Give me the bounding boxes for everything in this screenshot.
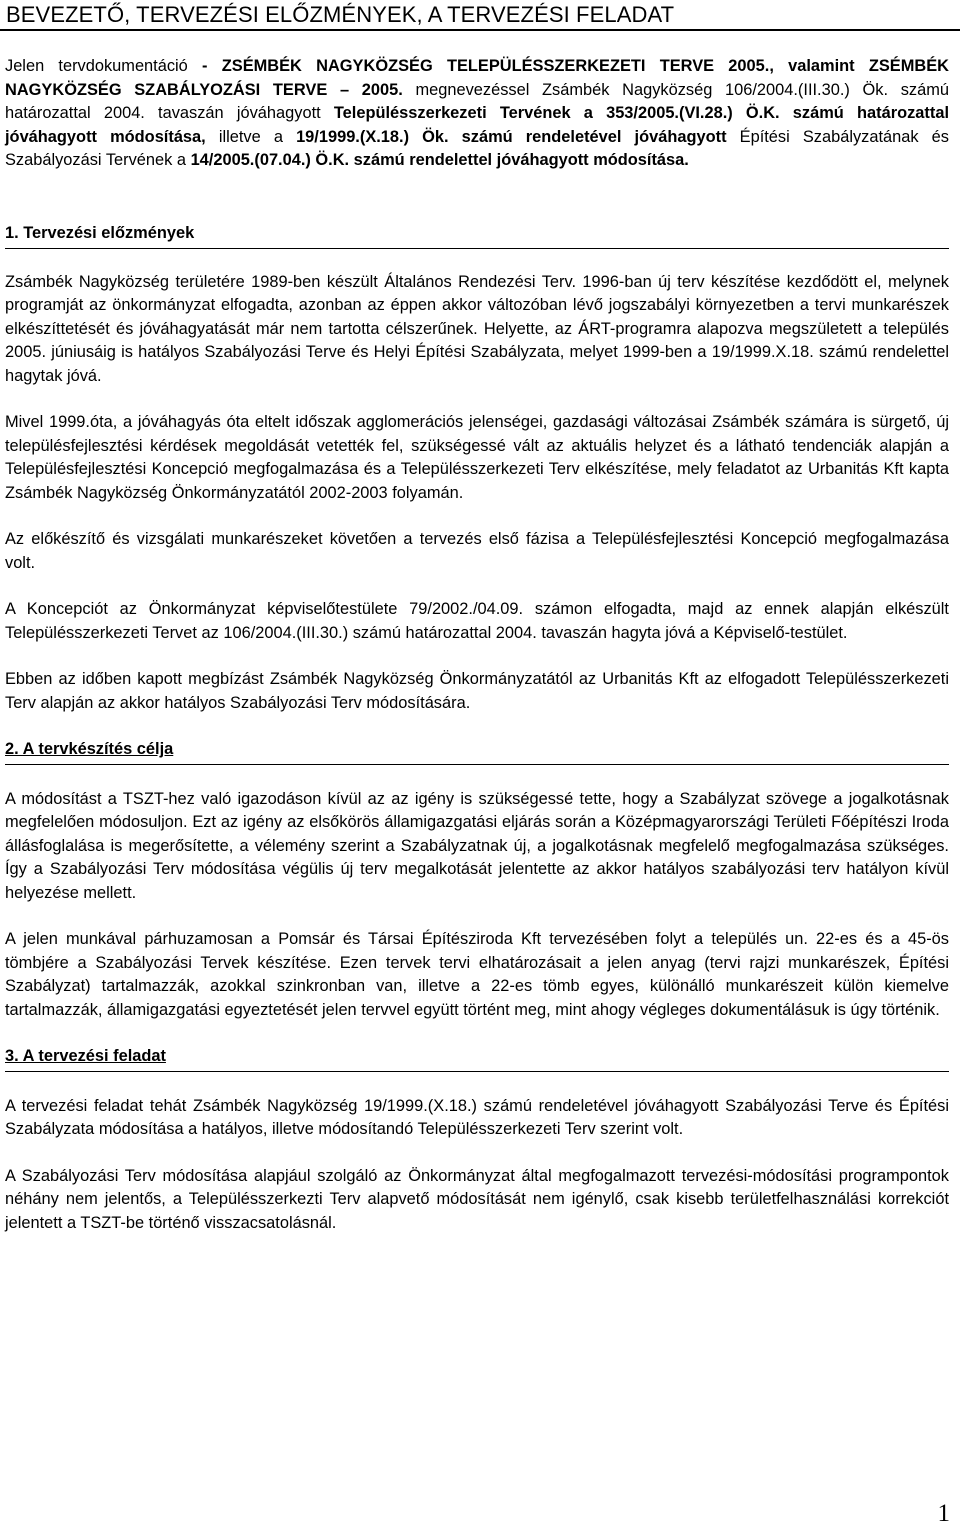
intro-text-2: megnevezéssel Zsámbék Nagyközség 106/2004.(III.30.) Ök. számú határozattal 2004. tavaszán jóváhagyott (5, 80, 949, 122)
intro-decree-1999: 19/1999.(X.18.) Ök. számú rendeletével jóváhagyott (296, 127, 727, 146)
section-1-heading: 1. Tervezési előzmények (5, 222, 949, 249)
section-3-heading: 3. A tervezési feladat (5, 1045, 949, 1072)
intro-decree-2005: 14/2005.(07.04.) Ö.K. számú rendelettel jóváhagyott módosítása. (190, 151, 689, 169)
intro-tszt-modification: Településszerkezeti Tervének a 353/2005.(VI.28.) Ö.K. számú határozattal jóváhagyott módosítása, (5, 104, 949, 146)
intro-block (5, 55, 949, 173)
section-2-paragraph: A jelen munkával párhuzamosan a Pomsár és Társai Építésziroda Kft tervezésében folyt a település un. 22-es és a 45-ös tömbjére a Szabályozási Tervek készítése. Ezen tervek tervi elhatározásait a jelen anyag (tervi rajzi munkarészek, Építési Szabályzat) tartalmazzák, azokkal szinkronban van, illetve a 22-es tömb egyes, különálló munkarészeit külön kiemelve tartalmazzák, államigazgatási egyeztetését jelen tervvel együtt történt meg, mint ahogy végleges dokumentálásuk is úgy történik. (5, 930, 949, 1019)
section-3-paragraph: A Szabályozási Terv módosítása alapjául szolgáló az Önkormányzat által megfogalmazott tervezési-módosítási programpontok néhány nem jelentős, a Településszerkezti Terv alapvető módosítását nem igénylő, csak kisebb területfelhasználási korrekciót jelentett a TSZT-be történő visszacsatolásnál. (5, 1166, 949, 1232)
intro-text-4: Építési Szabályzatának és Szabályozási Tervének a (5, 127, 949, 169)
section-1-paragraph: Zsámbék Nagyközség területére 1989-ben készült Általános Rendezési Terv. 1996-ban új terv készítése kezdődött el, melynek programját az önkormányzat elfogadta, azonban az éppen akkor változóban lévő jogszabályi környezetben a tervi munkarészek elkészíttetését és jóváhagyatását már nem tartotta célszerűnek. Helyette, az ÁRT-programra alapozva megszületett a település 2005. júniusáig is hatályos Szabályozási Terve és Helyi Építési Szabályzata, melyet 1999-ben a 19/1999.X.18. számú rendelettel hagytak jóvá. (5, 272, 949, 385)
section-1-paragraph: Az előkészítő és vizsgálati munkarészeket követően a tervezés első fázisa a Településfejlesztési Koncepció megfogalmazása volt. (5, 530, 949, 572)
section-2-paragraph: A módosítást a TSZT-hez való igazodáson kívül az az igény is szükségessé tette, hogy a Szabályzat szövege a jogalkotásnak megfelelően módosuljon. Ezt az igény az elsőkörös államigazgatási eljárás során a Középmagyarországi Területi Főépítészi Iroda állásfoglalása is megerősítette, a vélemény szerint a Szabályzatnak új, a jogalkotásnak megfelelő megfogalmazása szükséges. Így a Szabályozási Terv módosítása végülis új terv megalkotását jelentette az akkor hatályos szabályozási terv hatályon kívül helyezése mellett. (5, 789, 949, 902)
page-title: BEVEZETŐ, TERVEZÉSI ELŐZMÉNYEK, A TERVEZÉSI FELADAT (6, 2, 675, 27)
intro-text-1: Jelen tervdokumentáció (5, 57, 188, 75)
title-bar (0, 0, 960, 31)
page-number: 1 (937, 1500, 950, 1527)
intro-text-3: illetve a (205, 127, 297, 146)
section-1-paragraph: A Koncepciót az Önkormányzat képviselőtestülete 79/2002./04.09. számon elfogadta, majd az ennek alapján elkészült Településszerkezeti Tervet az 106/2004.(III.30.) számú határozattal 2004. tavaszán hagyta jóvá a Képviselő-testület. (5, 600, 949, 642)
section-2-heading: 2. A tervkészítés célja (5, 738, 949, 765)
section-1 (5, 222, 949, 1235)
section-3-paragraph: A tervezési feladat tehát Zsámbék Nagyközség 19/1999.(X.18.) számú rendeletével jóváhagyott Szabályozási Terve és Építési Szabályzata módosítása a hatályos, illetve módosítandó Településszerkezeti Terv szerint volt. (5, 1096, 949, 1138)
intro-plan-names: - ZSÉMBÉK NAGYKÖZSÉG TELEPÜLÉSSZERKEZETI TERVE 2005., valamint ZSÉMBÉK NAGYKÖZSÉG SZABÁLYOZÁSI TERVE – 2005. (5, 57, 949, 99)
intro-paragraph (5, 55, 949, 173)
section-1-paragraph: Ebben az időben kapott megbízást Zsámbék Nagyközség Önkormányzatától az Urbanitás Kft az elfogadott Településszerkezeti Terv alapján az akkor hatályos Szabályozási Terv módosítására. (5, 670, 949, 712)
section-1-paragraph: Mivel 1999.óta, a jóváhagyás óta eltelt időszak agglomerációs jelenségei, gazdasági változásai Zsámbék számára is sürgető, új településfejlesztési kérdések megoldását vetették fel, szükségessé vált az aktuális helyzet és a látható tendenciák alapján a Településfejlesztési Koncepció megfogalmazása és a Településszerkezeti Terv elkészítése, mely feladatot az Urbanitás Kft kapta Zsámbék Nagyközség Önkormányzatától 2002-2003 folyamán. (5, 413, 949, 502)
